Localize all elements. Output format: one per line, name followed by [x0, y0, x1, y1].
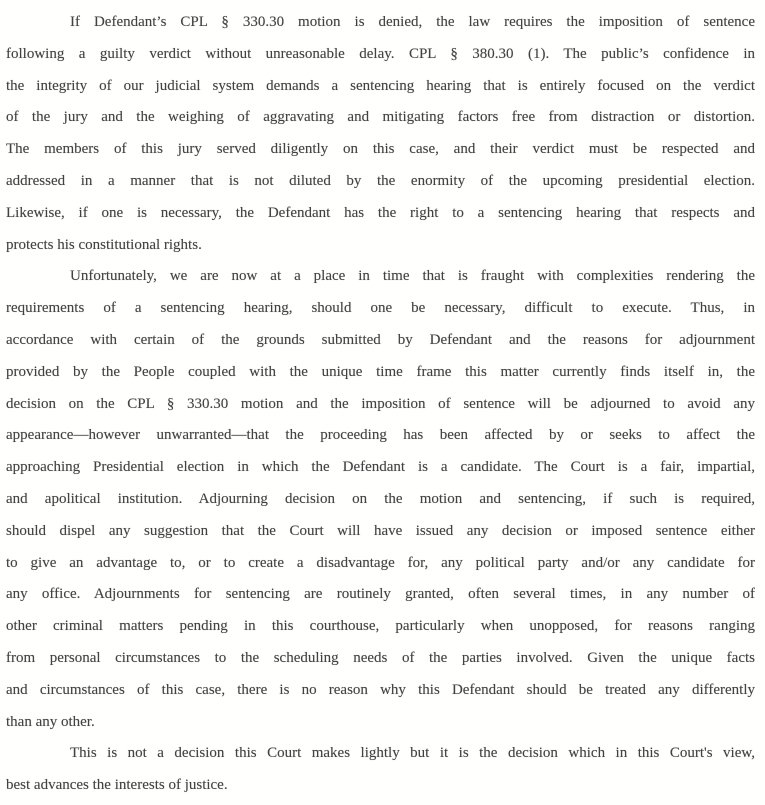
text-line: Unfortunately, we are now at a place in time that is fraught with complexities rendering the	[70, 268, 755, 285]
text-line: should dispel any suggestion that the Court will have issued any decision or imposed sentence either	[6, 522, 755, 539]
text-line: best advances the interests of justice.	[6, 777, 228, 794]
text-line: The members of this jury served diligently on this case, and their verdict must be respected and	[6, 141, 755, 158]
text-line: and apolitical institution. Adjourning decision on the motion and sentencing, if such is required,	[6, 490, 755, 507]
text-line: protects his constitutional rights.	[6, 236, 202, 253]
text-line: approaching Presidential election in which the Defendant is a candidate. The Court is a fair, impartial,	[6, 459, 755, 476]
text-line: any office. Adjournments for sentencing are routinely granted, often several times, in any number of	[6, 586, 755, 603]
text-line: Likewise, if one is necessary, the Defendant has the right to a sentencing hearing that respects and	[6, 204, 755, 221]
paragraph	[6, 7, 755, 261]
text-line: provided by the People coupled with the unique time frame this matter currently finds itself in, the	[6, 363, 755, 380]
paragraph	[6, 261, 755, 738]
text-line: to give an advantage to, or to create a disadvantage for, any political party and/or any candidate for	[6, 554, 755, 571]
text-line: of the jury and the weighing of aggravating and mitigating factors free from distraction or distortion.	[6, 109, 755, 126]
text-line: following a guilty verdict without unreasonable delay. CPL § 380.30 (1). The public’s confidence in	[6, 45, 755, 62]
text-line: decision on the CPL § 330.30 motion and the imposition of sentence will be adjourned to avoid any	[6, 395, 755, 412]
paragraph	[6, 738, 755, 802]
text-line: than any other.	[6, 713, 95, 730]
text-line: from personal circumstances to the scheduling needs of the parties involved. Given the unique facts	[6, 649, 755, 666]
text-line: This is not a decision this Court makes lightly but it is the decision which in this Court's view,	[70, 745, 755, 762]
text-line: and circumstances of this case, there is no reason why this Defendant should be treated any differently	[6, 681, 755, 698]
text-line: appearance—however unwarranted—that the proceeding has been affected by or seeks to affect the	[6, 427, 755, 444]
text-line: addressed in a manner that is not diluted by the enormity of the upcoming presidential election.	[6, 172, 755, 189]
text-line: accordance with certain of the grounds submitted by Defendant and the reasons for adjournment	[6, 331, 755, 348]
text-line: the integrity of our judicial system demands a sentencing hearing that is entirely focused on the verdict	[6, 77, 755, 94]
text-line: other criminal matters pending in this courthouse, particularly when unopposed, for reasons ranging	[6, 618, 755, 635]
text-line: If Defendant’s CPL § 330.30 motion is denied, the law requires the imposition of sentence	[70, 14, 755, 30]
text-line: requirements of a sentencing hearing, should one be necessary, difficult to execute. Thus, in	[6, 300, 755, 317]
document-body	[6, 7, 755, 802]
